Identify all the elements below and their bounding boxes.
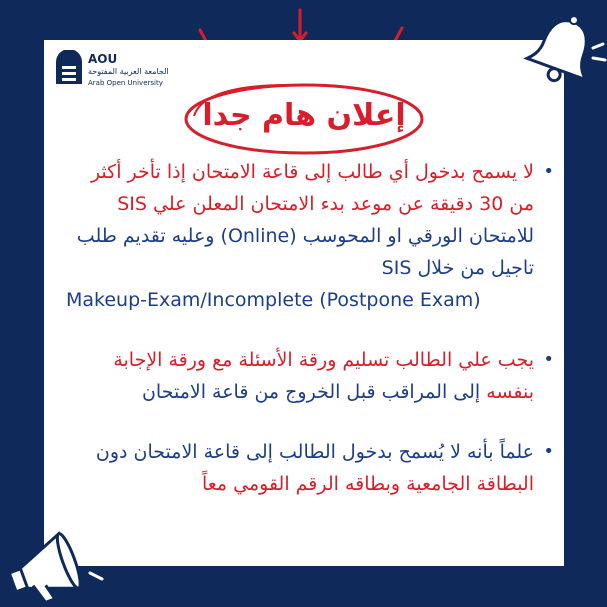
item-3-highlight: البطاقة الجامعية وبطاقه الرقم القومي معاً: [201, 473, 534, 495]
logo-arabic-name: الجامعة العربية المفتوحة: [88, 67, 169, 76]
university-logo: [54, 50, 174, 98]
logo-english-name: Arab Open University: [88, 79, 163, 87]
item-1-text: للامتحان الورقي او المحوسب (Online) وعليه تقديم طلب تاجيل من خلال SIS: [76, 225, 534, 279]
item-2-highlight: يجب علي الطالب تسليم ورقة الأسئلة مع ورقة الإجابة بنفسه: [113, 349, 534, 403]
bullet-icon: •: [543, 161, 554, 182]
item-3-text: علماً بأنه لا يُسمح بدخول الطالب إلى قاعة الامتحان دون: [95, 441, 534, 463]
university-logo-icon: [54, 50, 84, 84]
list-item: [64, 344, 554, 408]
announcement-list: [64, 156, 554, 528]
list-item: [64, 156, 554, 316]
item-1-english: Makeup-Exam/Incomplete (Postpone Exam): [66, 289, 481, 311]
list-item: [64, 436, 554, 500]
page-title: إعلان هام جدا: [202, 98, 406, 133]
announcement-card: [44, 40, 564, 566]
item-2-text: إلى المراقب قبل الخروج من قاعة الامتحان: [141, 381, 487, 403]
megaphone-icon: [0, 517, 110, 607]
logo-abbr: AOU: [88, 52, 118, 66]
bullet-icon: •: [543, 349, 554, 370]
item-1-highlight: لا يسمح بدخول أي طالب إلى قاعة الامتحان إذا تأخر أكثر من 30 دقيقة عن موعد بدء الامتحان المعلن علي SIS: [90, 161, 534, 215]
title-block: [174, 64, 434, 164]
bullet-icon: •: [543, 441, 554, 462]
bell-icon: [517, 8, 607, 98]
